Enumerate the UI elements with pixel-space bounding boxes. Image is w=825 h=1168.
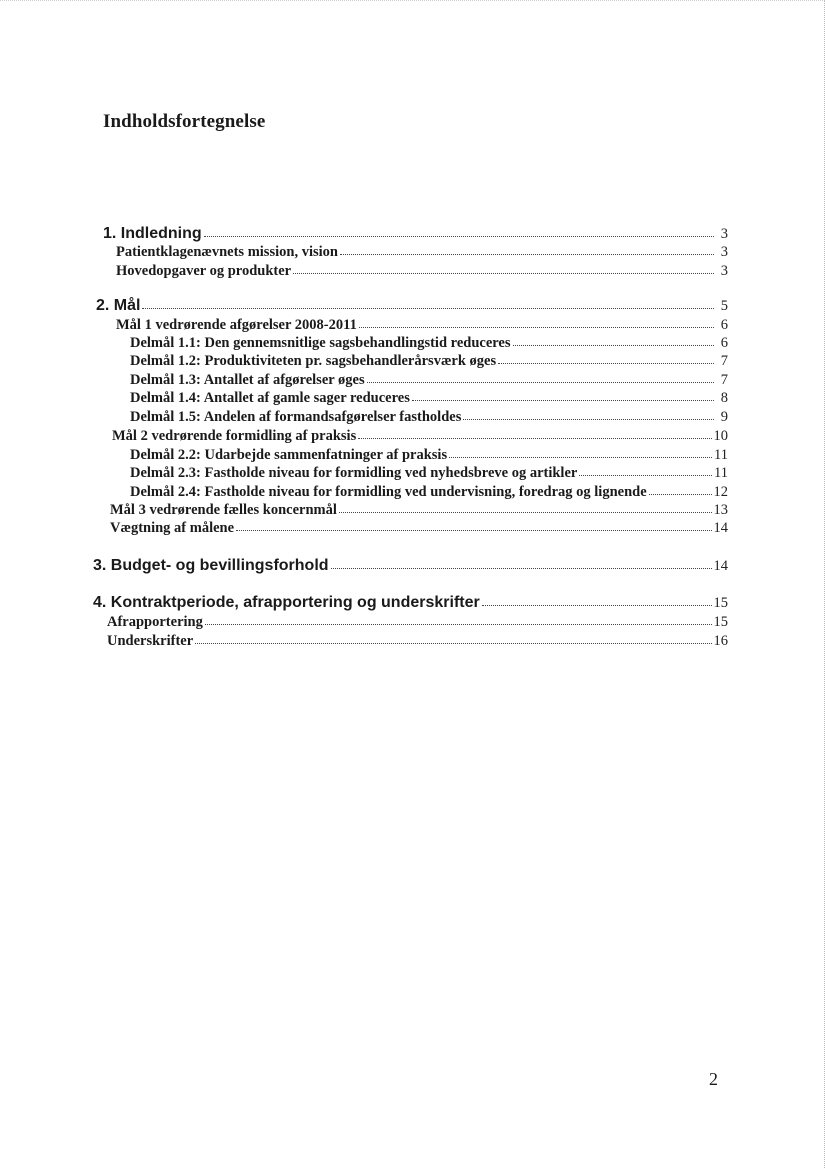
toc-page: 3: [720, 263, 728, 279]
toc-entry-delmaal-1-2[interactable]: [130, 350, 728, 370]
toc-entry-hovedopgaver[interactable]: [116, 260, 728, 280]
toc-entry-kontraktperiode[interactable]: [93, 592, 728, 612]
toc-leader: [412, 386, 714, 401]
toc-leader: [498, 349, 714, 364]
toc-leader: [579, 461, 712, 476]
toc-leader: [358, 424, 711, 439]
toc-page: 5: [720, 298, 728, 314]
toc-label: Patientklagenævnets mission, vision: [116, 244, 338, 260]
toc-leader: [367, 368, 714, 383]
toc-label: 2. Mål: [96, 297, 141, 314]
toc-label: Mål 2 vedrørende formidling af praksis: [112, 428, 357, 444]
toc-page: 3: [720, 244, 728, 260]
toc-page: 12: [713, 484, 728, 500]
toc-leader: [463, 405, 714, 420]
toc-label: 4. Kontraktperiode, afrapportering og underskrifter: [93, 594, 480, 611]
toc-page: 15: [713, 614, 728, 630]
toc-label: Mål 3 vedrørende fælles koncernmål: [110, 502, 337, 518]
toc-leader: [205, 610, 712, 625]
toc-leader: [449, 443, 712, 458]
toc-page: 7: [720, 372, 728, 388]
toc-label: 3. Budget- og bevillingsforhold: [93, 557, 329, 574]
toc-entry-delmaal-1-5[interactable]: [130, 406, 728, 426]
toc-entry-maal[interactable]: [96, 295, 728, 315]
toc-entry-maal-2[interactable]: [112, 425, 728, 445]
page-title: Indholdsfortegnelse: [103, 111, 266, 132]
toc-page: 11: [714, 465, 728, 481]
toc-entry-budget[interactable]: [93, 555, 728, 575]
toc-label: Delmål 1.3: Antallet af afgørelser øges: [130, 372, 365, 388]
toc-label: Vægtning af målene: [110, 520, 235, 536]
toc-page: 8: [720, 390, 728, 406]
toc-leader: [339, 498, 712, 513]
toc-page: 11: [714, 447, 728, 463]
toc-label: Underskrifter: [107, 633, 194, 649]
toc-entry-vaegtning[interactable]: [110, 517, 728, 537]
toc-page: 6: [720, 335, 728, 351]
toc-leader: [331, 554, 712, 569]
toc-page: 14: [713, 558, 728, 574]
toc-leader: [340, 240, 714, 255]
toc-label: Afrapportering: [107, 614, 203, 630]
toc-page: 13: [713, 502, 728, 518]
toc-label: Delmål 1.5: Andelen af formandsafgørelser fastholdes: [130, 409, 462, 425]
page-number: 2: [709, 1069, 718, 1089]
toc-entry-delmaal-1-4[interactable]: [130, 387, 728, 407]
toc-entry-afrapportering[interactable]: [107, 611, 728, 631]
toc-label: Delmål 2.3: Fastholde niveau for formidling ved nyhedsbreve og artikler: [130, 465, 578, 481]
toc-leader: [142, 294, 714, 309]
toc-leader: [204, 222, 714, 237]
toc-page: 16: [713, 633, 728, 649]
toc-label: Delmål 2.4: Fastholde niveau for formidling ved undervisning, foredrag og lignende: [130, 484, 647, 500]
toc-leader: [482, 591, 712, 606]
toc-label: Mål 1 vedrørende afgørelser 2008-2011: [116, 317, 357, 333]
toc-entry-delmaal-2-3[interactable]: [130, 462, 728, 482]
toc-label: 1. Indledning: [103, 225, 202, 242]
toc-page: 3: [720, 226, 728, 242]
toc-page: 14: [713, 520, 728, 536]
toc-page: 6: [720, 317, 728, 333]
toc-label: Delmål 1.4: Antallet af gamle sager reduceres: [130, 390, 410, 406]
toc-leader: [513, 331, 714, 346]
toc-label: Delmål 1.1: Den gennemsnitlige sagsbehandlingstid reduceres: [130, 335, 511, 351]
toc-leader: [359, 313, 714, 328]
toc-leader: [195, 629, 711, 644]
toc-label: Hovedopgaver og produkter: [116, 263, 292, 279]
toc-page: 7: [720, 353, 728, 369]
toc-leader: [293, 259, 714, 274]
toc-label: Delmål 1.2: Produktiviteten pr. sagsbehandlerårsværk øges: [130, 353, 497, 369]
toc-page: 15: [713, 595, 728, 611]
toc-entry-underskrifter[interactable]: [107, 630, 728, 650]
toc-page: 10: [713, 428, 728, 444]
toc-leader: [236, 516, 711, 531]
toc-label: Delmål 2.2: Udarbejde sammenfatninger af praksis: [130, 447, 448, 463]
toc-entry-mission[interactable]: [116, 241, 728, 261]
toc-page: 9: [720, 409, 728, 425]
toc-leader: [649, 480, 712, 495]
